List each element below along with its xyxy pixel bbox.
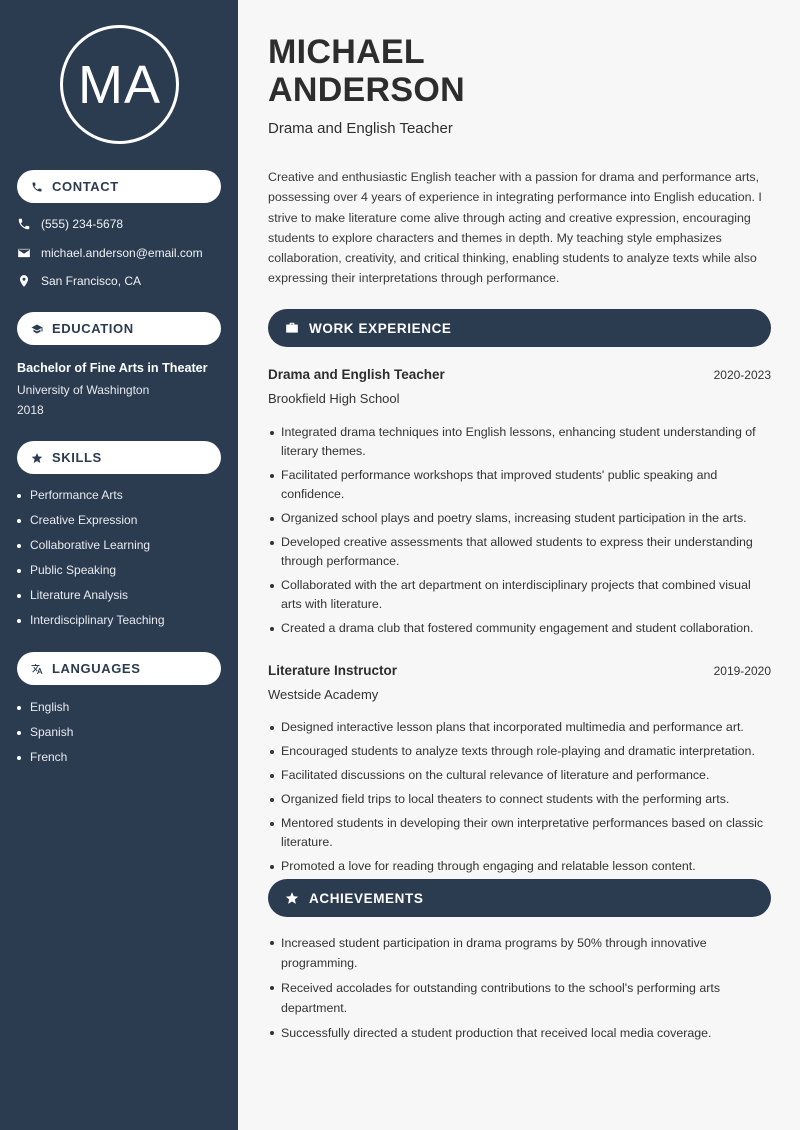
job-bullet: Integrated drama techniques into English lessons, enhancing student understanding of literary themes.: [268, 423, 771, 461]
job-header: [268, 367, 771, 382]
job-company: Westside Academy: [268, 687, 379, 702]
contact-heading: [17, 170, 221, 203]
language-item: Spanish: [17, 725, 73, 750]
education-heading-text: EDUCATION: [52, 321, 134, 336]
work-experience-heading-text: WORK EXPERIENCE: [309, 320, 452, 336]
headline-title: Drama and English Teacher: [268, 120, 453, 137]
education-heading: [17, 312, 221, 345]
skills-heading: [17, 441, 221, 474]
contact-location: [17, 274, 141, 288]
job-dates: 2019-2020: [713, 664, 771, 678]
skills-list: [17, 488, 165, 638]
full-name: [268, 33, 771, 109]
job-bullet: Organized field trips to local theaters to connect students with the performing arts.: [268, 790, 771, 809]
achievements-heading-text: ACHIEVEMENTS: [309, 890, 424, 906]
achievements-list: [268, 933, 771, 1048]
location-pin-icon: [17, 274, 31, 288]
achievement-item: Successfully directed a student production that received local media coverage.: [268, 1023, 771, 1043]
job-bullet: Designed interactive lesson plans that incorporated multimedia and performance art.: [268, 718, 771, 737]
job-bullet: Facilitated performance workshops that improved students' public speaking and confidence.: [268, 466, 771, 504]
job-bullet: Facilitated discussions on the cultural relevance of literature and performance.: [268, 766, 771, 785]
achievement-item: Received accolades for outstanding contributions to the school's performing arts department.: [268, 978, 771, 1018]
phone-icon: [17, 217, 31, 231]
phone-icon: [31, 181, 43, 193]
job-header: [268, 663, 771, 678]
skill-item: Literature Analysis: [17, 588, 165, 613]
avatar-initials: MA: [60, 25, 179, 144]
languages-heading-text: LANGUAGES: [52, 661, 141, 676]
summary: Creative and enthusiastic English teacher with a passion for drama and performance arts, possessing over 4 years of experience in integrating performance into English education. I strive to make literature come alive through acting and creative expression, encouraging students to explore characters and themes in depth. My teaching style emphasizes collaboration, creativity, and critical thinking, enabling students to analyze texts while also expressing their interpretations through performance.: [268, 170, 762, 286]
school: University of Washington: [17, 383, 150, 397]
achievements-heading: [268, 879, 771, 917]
contact-heading-text: CONTACT: [52, 179, 119, 194]
translate-icon: [31, 663, 43, 675]
job-bullet: Promoted a love for reading through engaging and relatable lesson content.: [268, 857, 771, 876]
skills-heading-text: SKILLS: [52, 450, 102, 465]
work-experience-heading: [268, 309, 771, 347]
graduation-cap-icon: [31, 323, 43, 335]
star-icon: [285, 891, 299, 905]
briefcase-icon: [285, 321, 299, 335]
job-company: Brookfield High School: [268, 391, 400, 406]
first-name: MICHAEL: [268, 33, 425, 71]
graduation-year: 2018: [17, 403, 44, 417]
languages-list: [17, 700, 73, 775]
email-text: michael.anderson@email.com: [41, 246, 203, 260]
job-bullets: [268, 718, 771, 881]
job-bullet: Collaborated with the art department on interdisciplinary projects that combined visual arts with literature.: [268, 576, 771, 614]
star-icon: [31, 452, 43, 464]
job-bullet: Organized school plays and poetry slams, increasing student participation in the arts.: [268, 509, 771, 528]
degree: Bachelor of Fine Arts in Theater: [17, 361, 208, 375]
skill-item: Interdisciplinary Teaching: [17, 613, 165, 638]
job-dates: 2020-2023: [713, 368, 771, 382]
sidebar: [0, 0, 238, 1130]
phone-text: (555) 234-5678: [41, 217, 124, 231]
achievement-item: Increased student participation in drama programs by 50% through innovative programming.: [268, 933, 771, 973]
job-bullet: Encouraged students to analyze texts through role-playing and dramatic interpretation.: [268, 742, 771, 761]
last-name: ANDERSON: [268, 71, 465, 109]
job-title: Drama and English Teacher: [268, 367, 445, 382]
location-text: San Francisco, CA: [41, 274, 142, 288]
skill-item: Creative Expression: [17, 513, 165, 538]
job-bullets: [268, 423, 771, 643]
language-item: French: [17, 750, 73, 775]
mail-icon: [17, 246, 31, 260]
skill-item: Collaborative Learning: [17, 538, 165, 563]
contact-phone: [17, 217, 123, 231]
skill-item: Performance Arts: [17, 488, 165, 513]
language-item: English: [17, 700, 73, 725]
contact-email: [17, 246, 203, 260]
skill-item: Public Speaking: [17, 563, 165, 588]
job-bullet: Developed creative assessments that allowed students to express their understanding through performance.: [268, 533, 771, 571]
job-title: Literature Instructor: [268, 663, 398, 678]
job-bullet: Mentored students in developing their own interpretative performances based on classic literature.: [268, 814, 771, 852]
languages-heading: [17, 652, 221, 685]
job-bullet: Created a drama club that fostered community engagement and student collaboration.: [268, 619, 771, 638]
